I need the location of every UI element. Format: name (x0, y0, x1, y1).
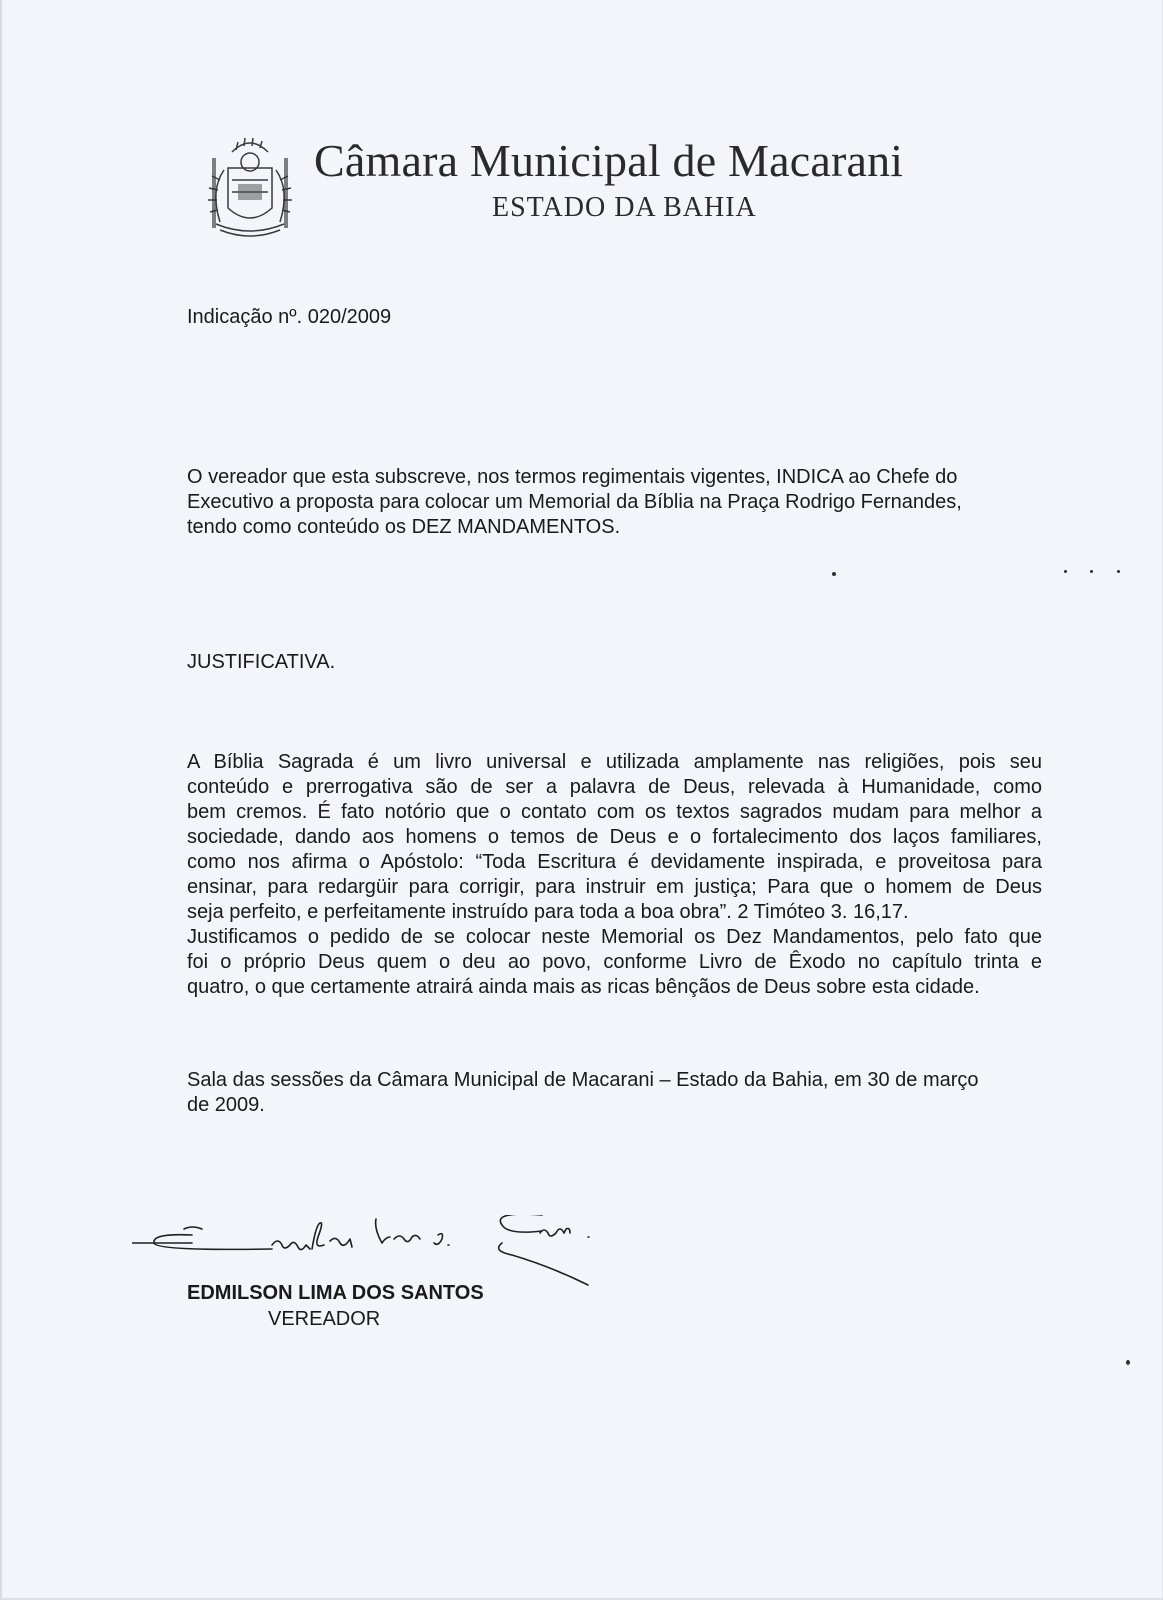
scan-speck (1064, 570, 1067, 573)
closing-paragraph (187, 1068, 1042, 1118)
coat-of-arms-icon (202, 130, 298, 240)
institution-subtitle: ESTADO DA BAHIA (492, 192, 757, 223)
scan-speck (1117, 570, 1120, 573)
justification-line: Justificamos o pedido de se colocar neste Memorial os Dez Mandamentos, pelo fato que (187, 926, 1042, 948)
justification-heading: JUSTIFICATIVA. (187, 651, 336, 673)
justification-line: ensinar, para redargüir para corrigir, para instruir em justiça; Para que o homem de Deus (187, 876, 1042, 898)
indication-paragraph (187, 465, 1042, 540)
indication-line: tendo como conteúdo os DEZ MANDAMENTOS. (187, 516, 621, 538)
scan-speck (1126, 1360, 1130, 1365)
indication-line: Executivo a proposta para colocar um Memorial da Bíblia na Praça Rodrigo Fernandes, (187, 491, 962, 513)
justification-line: como nos afirma o Apóstolo: “Toda Escritura é devidamente inspirada, e proveitosa para (187, 851, 1042, 873)
justification-line: seja perfeito, e perfeitamente instruído para toda a boa obra”. 2 Timóteo 3. 16,17. (187, 901, 909, 923)
closing-line: Sala das sessões da Câmara Municipal de Macarani – Estado da Bahia, em 30 de março (187, 1069, 979, 1091)
scan-speck (1090, 570, 1093, 573)
justification-line: quatro, o que certamente atrairá ainda mais as ricas bênçãos de Deus sobre esta cidade. (187, 976, 980, 998)
justification-line: A Bíblia Sagrada é um livro universal e utilizada amplamente nas religiões, pois seu (187, 751, 1042, 773)
signer-role: VEREADOR (268, 1308, 381, 1330)
justification-line: bem cremos. É fato notório que o contato com os textos sagrados mudam para melhor a (187, 801, 1042, 823)
institution-title: Câmara Municipal de Macarani (314, 135, 904, 186)
scan-speck (832, 572, 836, 576)
justification-paragraph (187, 750, 1042, 1000)
justification-line: sociedade, dando aos homens o temos de Deus e o fortalecimento dos laços familiares, (187, 826, 1042, 848)
signer-name: EDMILSON LIMA DOS SANTOS (187, 1282, 484, 1304)
justification-line: conteúdo e prerrogativa são de ser a palavra de Deus, relevada à Humanidade, como (187, 776, 1042, 798)
closing-line: de 2009. (187, 1094, 265, 1116)
document-number: Indicação nº. 020/2009 (187, 306, 392, 328)
indication-line: O vereador que esta subscreve, nos termos regimentais vigentes, INDICA ao Chefe do (187, 466, 958, 488)
justification-line: foi o próprio Deus quem o deu ao povo, conforme Livro de Êxodo no capítulo trinta e (187, 951, 1042, 973)
